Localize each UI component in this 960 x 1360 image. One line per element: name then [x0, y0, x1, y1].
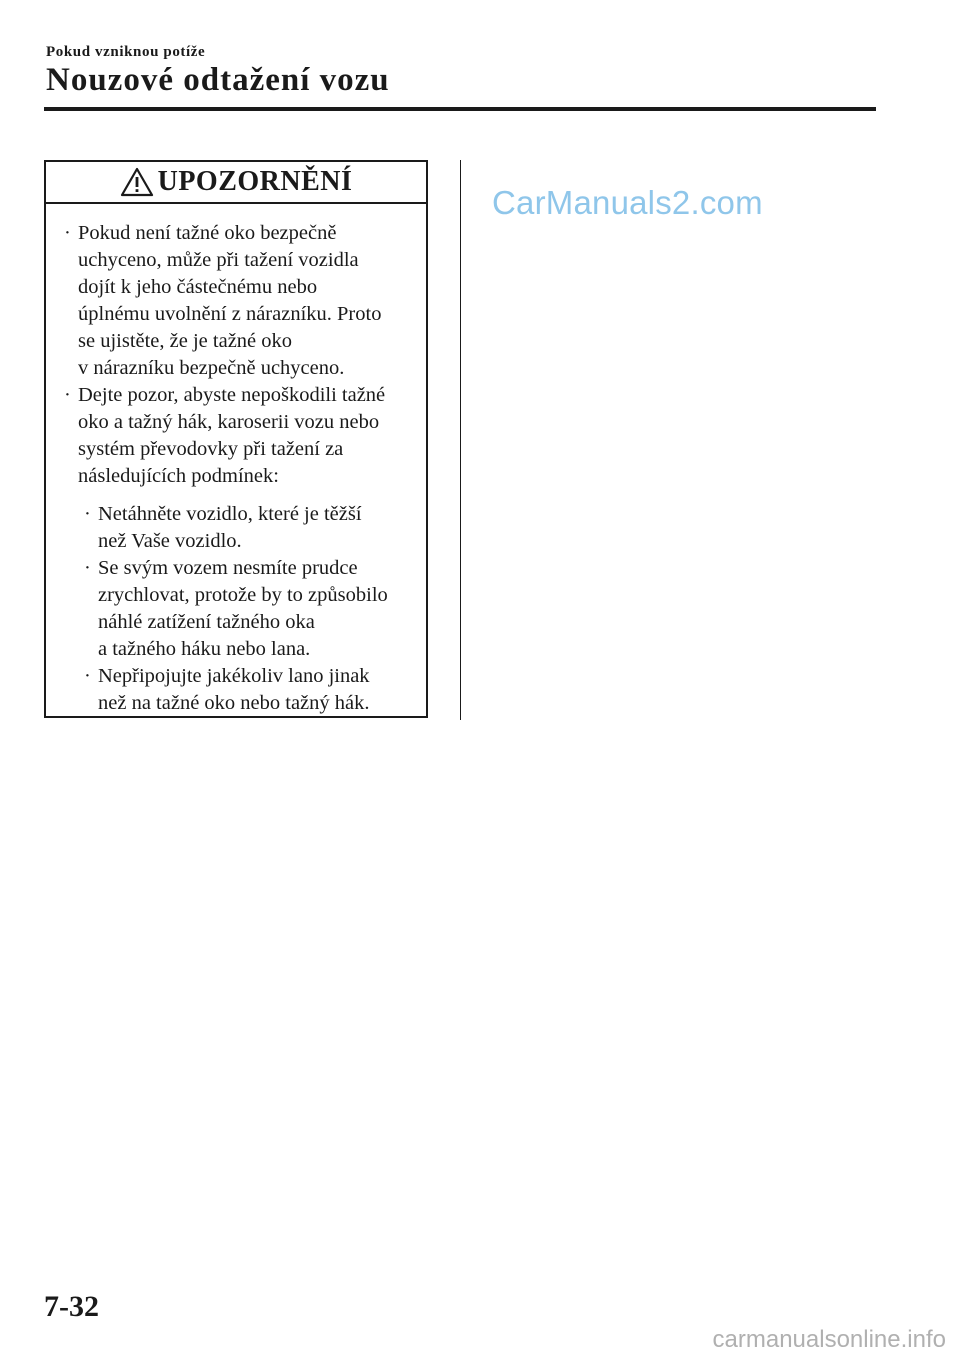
footer-watermark: carmanualsonline.info — [712, 1326, 946, 1353]
warning-subitem-line: zrychlovat, protože by to způsobilo — [98, 584, 388, 606]
warning-item-line: Dejte pozor, abyste nepoškodili tažné — [78, 384, 386, 406]
watermark: CarManuals2.com — [492, 184, 763, 221]
warning-subitem — [80, 663, 414, 717]
bullet-dot: · — [84, 665, 91, 687]
bullet-dot: · — [64, 384, 71, 406]
warning-subitem-line: Netáhněte vozidlo, které je těžší — [98, 503, 362, 525]
bullet-dot: · — [64, 222, 71, 244]
warning-title: UPOZORNĚNÍ — [157, 166, 353, 197]
warning-item-line: následujících podmínek: — [78, 465, 279, 487]
warning-subitem-line: než na tažné oko nebo tažný hák. — [98, 692, 370, 714]
warning-item — [60, 220, 414, 382]
section-label: Pokud vzniknou potíže — [46, 44, 206, 60]
warning-triangle-icon — [120, 167, 154, 197]
warning-subitem-line: Nepřipojujte jakékoliv lano jinak — [98, 665, 370, 687]
title-rule — [44, 107, 876, 111]
warning-subitem — [80, 501, 414, 555]
warning-item-line: dojít k jeho částečnému nebo — [78, 276, 318, 298]
bullet-dot: · — [84, 503, 91, 525]
warning-item-line: Pokud není tažné oko bezpečně — [78, 222, 337, 244]
warning-body — [46, 204, 426, 717]
page-title: Nouzové odtažení vozu — [46, 62, 390, 98]
warning-box — [44, 160, 428, 718]
warning-item-line: se ujistěte, že je tažné oko — [78, 330, 293, 352]
warning-item-line: úplnému uvolnění z nárazníku. Proto — [78, 303, 382, 325]
warning-header — [46, 162, 426, 204]
warning-subgroup — [60, 501, 414, 717]
warning-subitem-line: a tažného háku nebo lana. — [98, 638, 311, 660]
warning-subitem-line: náhlé zatížení tažného oka — [98, 611, 315, 633]
warning-subitem-line: Se svým vozem nesmíte prudce — [98, 557, 358, 579]
warning-item-line: systém převodovky při tažení za — [78, 438, 344, 460]
warning-item-line: oko a tažný hák, karoserii vozu nebo — [78, 411, 380, 433]
bullet-dot: · — [84, 557, 91, 579]
warning-item-line: uchyceno, může při tažení vozidla — [78, 249, 359, 271]
column-divider — [460, 160, 461, 720]
warning-subitem — [80, 555, 414, 663]
warning-item-line: v nárazníku bezpečně uchyceno. — [78, 357, 345, 379]
warning-subitem-line: než Vaše vozidlo. — [98, 530, 242, 552]
page-number: 7-32 — [44, 1290, 99, 1323]
warning-item — [60, 382, 414, 490]
